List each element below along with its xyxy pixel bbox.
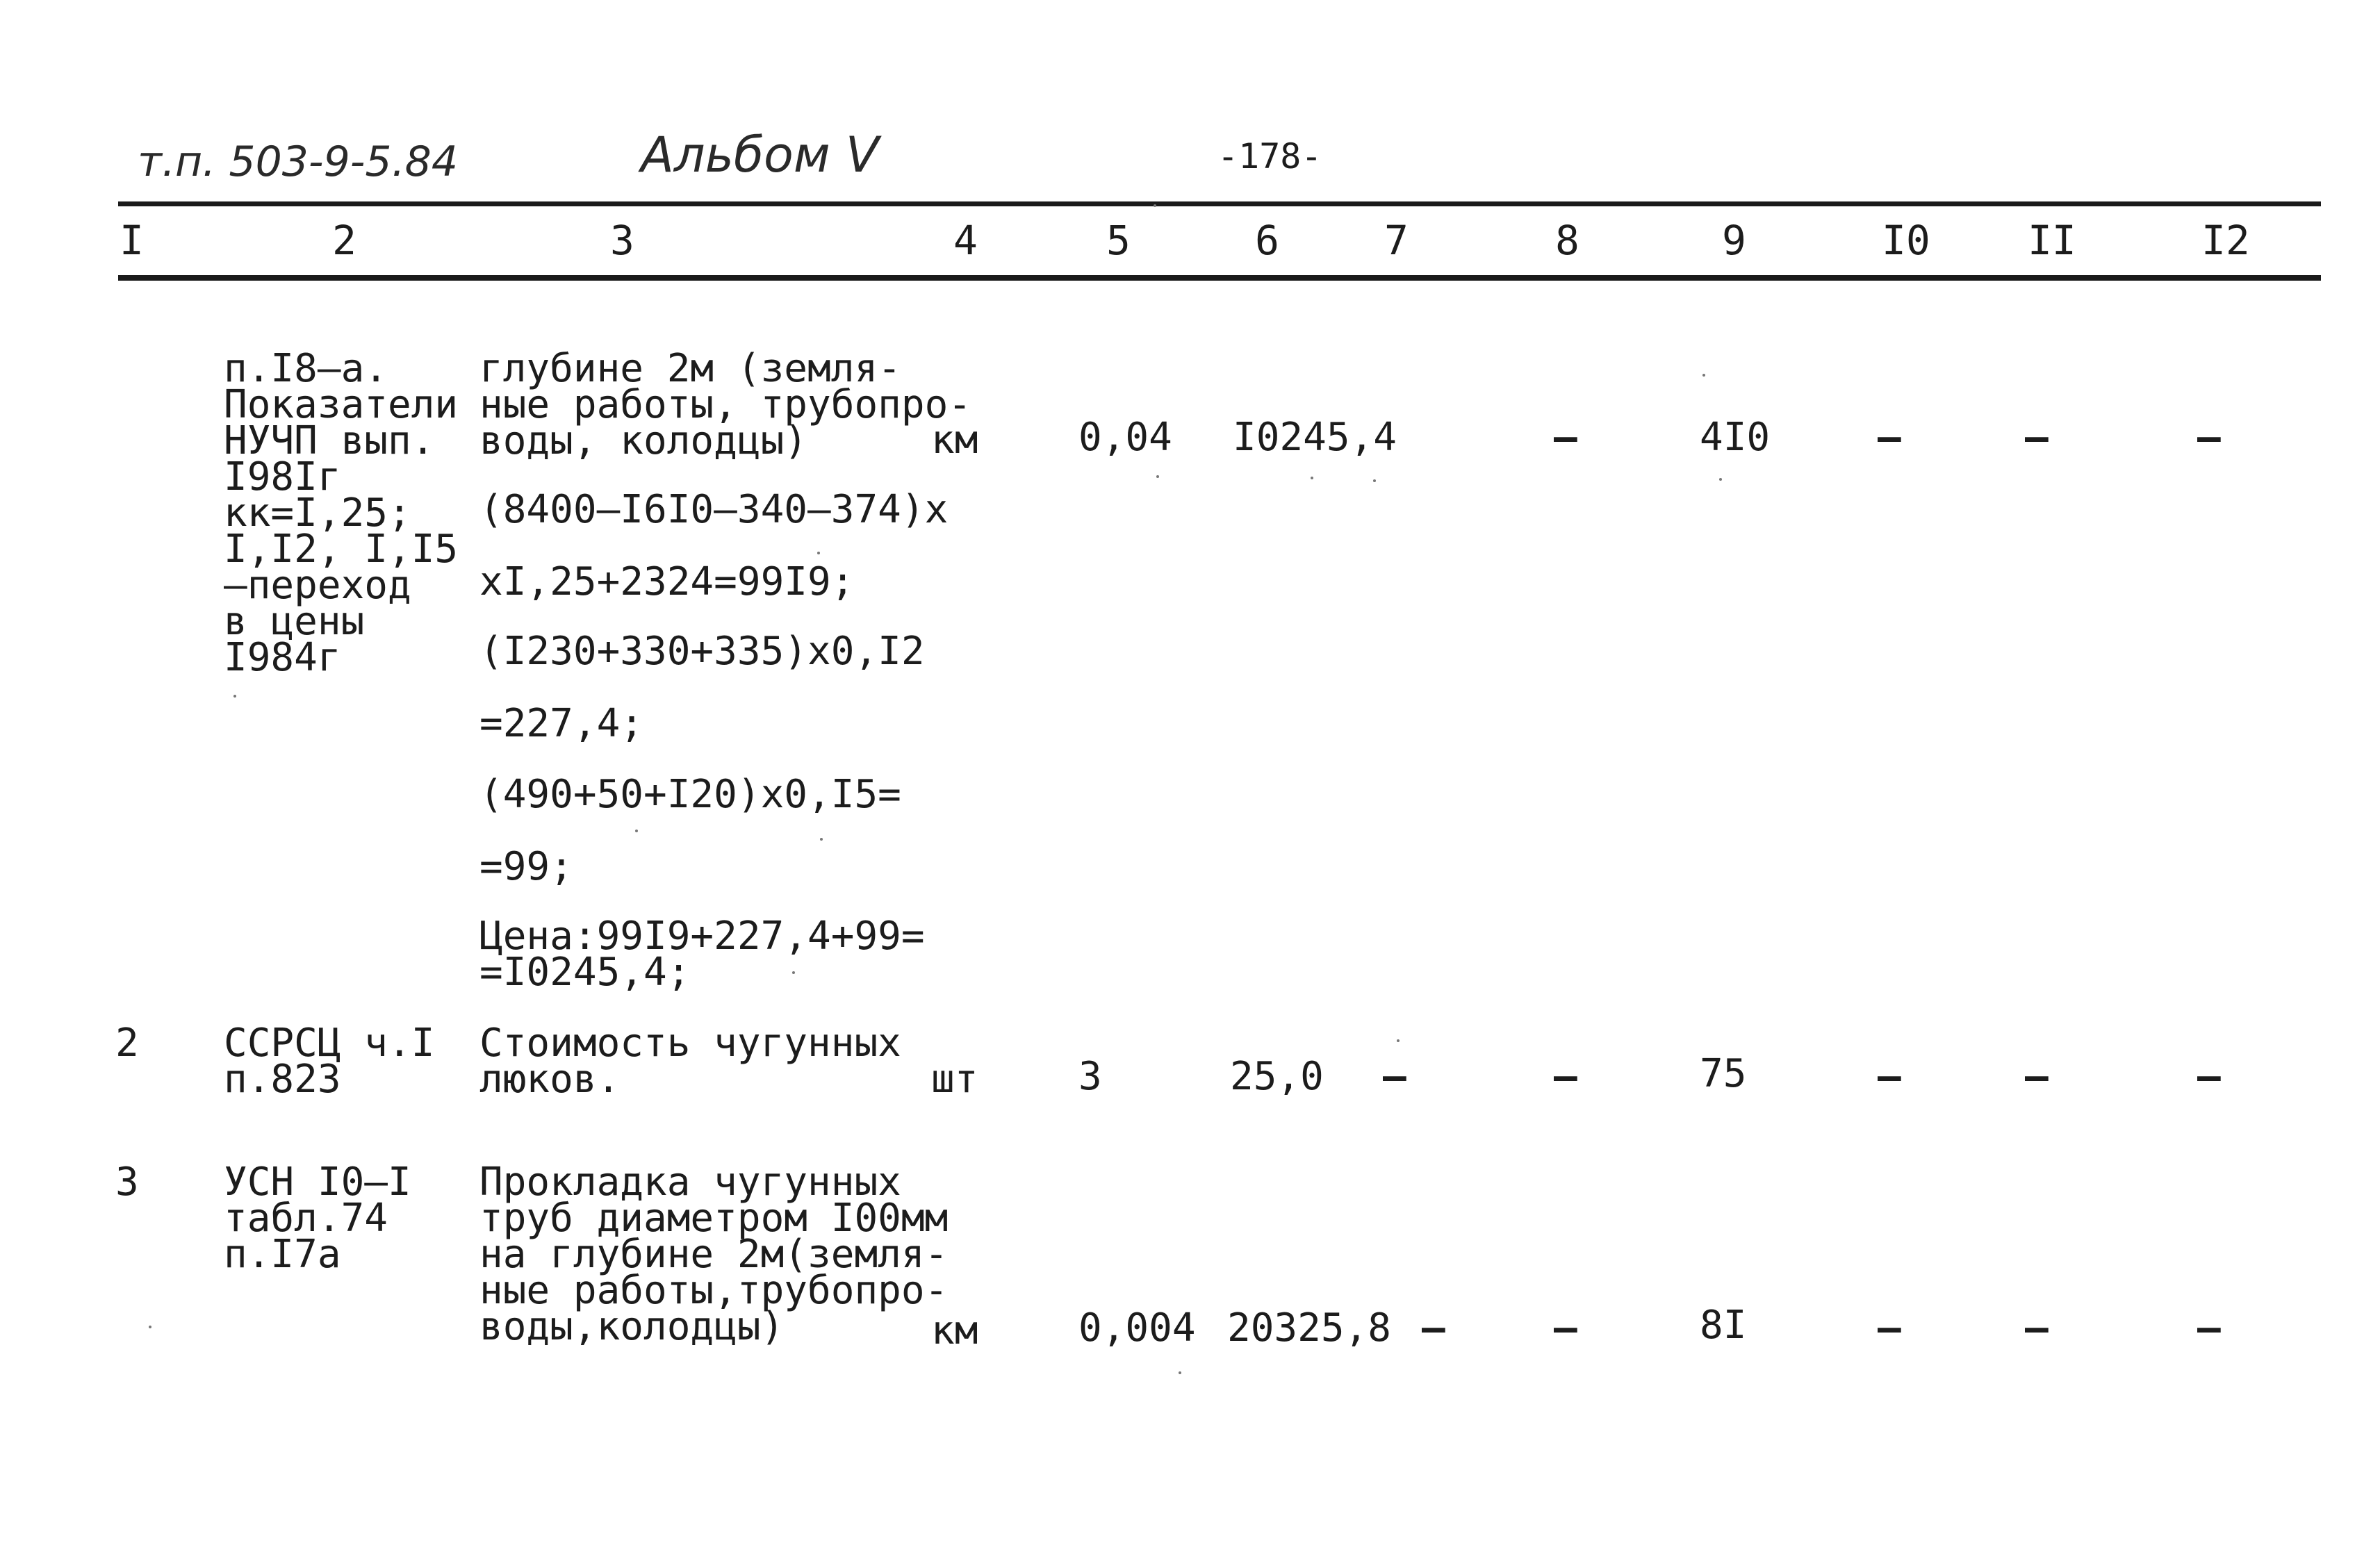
column-header-6: 6 bbox=[1255, 217, 1279, 264]
row3-unit: км bbox=[931, 1308, 978, 1353]
row2-description: Стоимость чугунных люков. bbox=[479, 1021, 901, 1102]
column-header-3: 3 bbox=[610, 217, 634, 264]
row2-col12: – bbox=[2197, 1054, 2221, 1099]
page-number: -178- bbox=[1217, 136, 1322, 176]
row2-total: 75 bbox=[1700, 1051, 1747, 1096]
document-number: т.п. 503-9-5.84 bbox=[138, 138, 458, 186]
row1-price: I0245,4 bbox=[1233, 415, 1397, 460]
scan-speck bbox=[817, 552, 820, 554]
row3-source: УСН I0–I табл.74 п.I7а bbox=[224, 1160, 411, 1277]
column-header-7: 7 bbox=[1384, 217, 1409, 264]
row1-total: 4I0 bbox=[1700, 415, 1771, 460]
row3-col12: – bbox=[2197, 1305, 2221, 1351]
row3-col7: – bbox=[1422, 1305, 1445, 1351]
row2-col11: – bbox=[2025, 1054, 2049, 1099]
column-header-9: 9 bbox=[1722, 217, 1746, 264]
scan-speck bbox=[1154, 204, 1156, 207]
table-header-rule bbox=[118, 275, 2321, 281]
scan-speck bbox=[1311, 477, 1313, 479]
row3-description: Прокладка чугунных труб диаметром I00мм на глубине 2м(земля- ные работы,трубопро- воды,колодцы) bbox=[479, 1160, 949, 1349]
column-header-5: 5 bbox=[1106, 217, 1131, 264]
column-header-10: I0 bbox=[1882, 217, 1930, 264]
column-header-2: 2 bbox=[332, 217, 356, 264]
scan-speck bbox=[820, 838, 823, 841]
scan-speck bbox=[149, 1326, 151, 1328]
row2-col7: – bbox=[1383, 1054, 1406, 1099]
calc-line-1: (8400–I6I0–340–374)х bbox=[479, 487, 949, 532]
scan-speck bbox=[1373, 479, 1376, 482]
row3-col11: – bbox=[2025, 1305, 2049, 1351]
scan-speck bbox=[1179, 1371, 1181, 1374]
row2-unit: шт bbox=[931, 1057, 978, 1102]
calc-line-2: хI,25+2324=99I9; bbox=[479, 559, 855, 604]
table-top-rule bbox=[118, 201, 2321, 206]
row1-col8: – bbox=[1554, 415, 1577, 460]
column-header-1: I bbox=[120, 217, 144, 264]
scan-speck bbox=[1397, 1039, 1400, 1042]
row3-quantity: 0,004 bbox=[1078, 1305, 1196, 1351]
scan-speck bbox=[1702, 374, 1705, 377]
row2-source: ССРСЦ ч.I п.823 bbox=[224, 1021, 435, 1102]
row3-number: 3 bbox=[115, 1160, 139, 1205]
row1-col11: – bbox=[2025, 415, 2049, 460]
column-header-11: II bbox=[2028, 217, 2076, 264]
scan-speck bbox=[233, 695, 236, 698]
row2-price: 25,0 bbox=[1230, 1054, 1324, 1099]
calc-line-6: =99; bbox=[479, 844, 573, 889]
row3-price: 20325,8 bbox=[1227, 1305, 1392, 1351]
row1-col10: – bbox=[1878, 415, 1901, 460]
calc-line-5: (490+50+I20)х0,I5= bbox=[479, 772, 901, 817]
scan-speck bbox=[1719, 478, 1722, 481]
row1-quantity: 0,04 bbox=[1078, 415, 1172, 460]
scan-speck bbox=[1156, 475, 1159, 478]
row2-col10: – bbox=[1878, 1054, 1901, 1099]
row1-description: глубине 2м (земля- ные работы, трубопро- воды, колодцы) bbox=[479, 346, 972, 463]
column-header-4: 4 bbox=[953, 217, 978, 264]
row2-quantity: 3 bbox=[1078, 1054, 1102, 1099]
scan-speck bbox=[635, 830, 638, 832]
album-title: Альбом V bbox=[641, 126, 879, 183]
row1-source: п.I8–а. Показатели НУЧП вып. I98Iг кк=I,25; I,I2, I,I5 –переход в цены I984г bbox=[224, 346, 459, 680]
row1-unit: км bbox=[931, 418, 978, 463]
row3-total: 8I bbox=[1700, 1303, 1747, 1348]
calc-line-7: Цена:99I9+227,4+99= =I0245,4; bbox=[479, 914, 925, 995]
row2-number: 2 bbox=[115, 1021, 139, 1066]
calc-line-4: =227,4; bbox=[479, 701, 644, 746]
row3-col10: – bbox=[1878, 1305, 1901, 1351]
row3-col8: – bbox=[1554, 1305, 1577, 1351]
row2-col8: – bbox=[1554, 1054, 1577, 1099]
row1-col12: – bbox=[2197, 415, 2221, 460]
calc-line-3: (I230+330+335)х0,I2 bbox=[479, 629, 925, 674]
column-header-12: I2 bbox=[2201, 217, 2250, 264]
scan-speck bbox=[792, 971, 795, 974]
column-header-8: 8 bbox=[1555, 217, 1579, 264]
